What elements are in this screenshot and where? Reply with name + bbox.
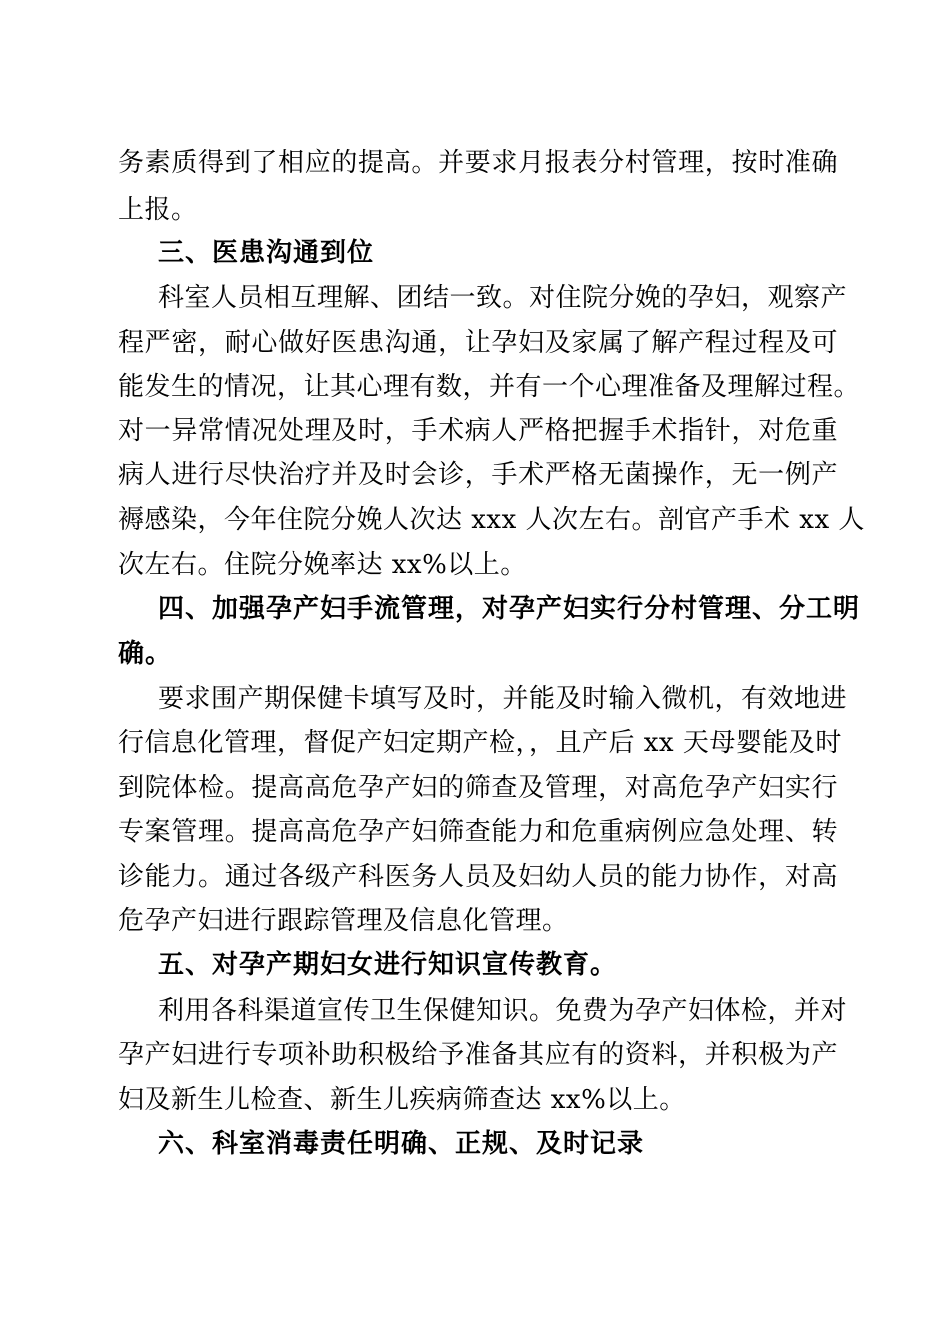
paragraph-line: 上报。 [118,195,198,225]
paragraph-line: 危孕产妇进行跟踪管理及信息化管理。 [118,906,569,936]
paragraph-line: 程严密，耐心做好医患沟通，让孕妇及家属了解产程过程及可 [118,328,838,358]
section-heading-4: 四、加强孕产妇手流管理，对孕产妇实行分村管理、分工明 [158,594,861,624]
paragraph-line: 次左右。住院分娩率达 xx%以上。 [118,550,527,580]
paragraph-line: 能发生的情况，让其心理有数，并有一个心理准备及理解过程。 [118,372,861,402]
paragraph-line: 专案管理。提高高危孕产妇筛查能力和危重病例应急处理、转 [118,817,838,847]
section-heading-3: 三、医患沟通到位 [158,238,375,268]
paragraph-line: 病人进行尽快治疗并及时会诊，手术严格无菌操作，无一例产 [118,460,838,490]
paragraph-line: 要求围产期保健卡填写及时，并能及时输入微机，有效地进 [158,684,848,714]
paragraph-line: 到院体检。提高高危孕产妇的筛查及管理，对高危孕产妇实行 [118,773,838,803]
paragraph-line: 孕产妇进行专项补助积极给予准备其应有的资料，并积极为产 [118,1040,838,1070]
paragraph-line: 对一异常情况处理及时，手术病人严格把握手术指针，对危重 [118,416,838,446]
section-heading-4-cont: 确。 [118,639,173,669]
section-heading-6: 六、科室消毒责任明确、正规、及时记录 [158,1129,645,1159]
paragraph-line: 行信息化管理，督促产妇定期产检，，且产后 xx 天母婴能及时 [118,728,842,758]
paragraph-line: 利用各科渠道宣传卫生保健知识。免费为孕产妇体检，并对 [158,996,848,1026]
paragraph-line: 务素质得到了相应的提高。并要求月报表分村管理，按时准确 [118,148,838,178]
paragraph-line: 科室人员相互理解、团结一致。对住院分娩的孕妇，观察产 [158,283,848,313]
paragraph-line: 褥感染，今年住院分娩人次达 xxx 人次左右。剖官产手术 xx 人 [118,505,865,535]
paragraph-line: 妇及新生儿检查、新生儿疾病筛查达 xx%以上。 [118,1085,686,1115]
section-heading-5: 五、对孕产期妇女进行知识宣传教育。 [158,950,618,980]
paragraph-line: 诊能力。通过各级产科医务人员及妇幼人员的能力协作，对高 [118,862,838,892]
